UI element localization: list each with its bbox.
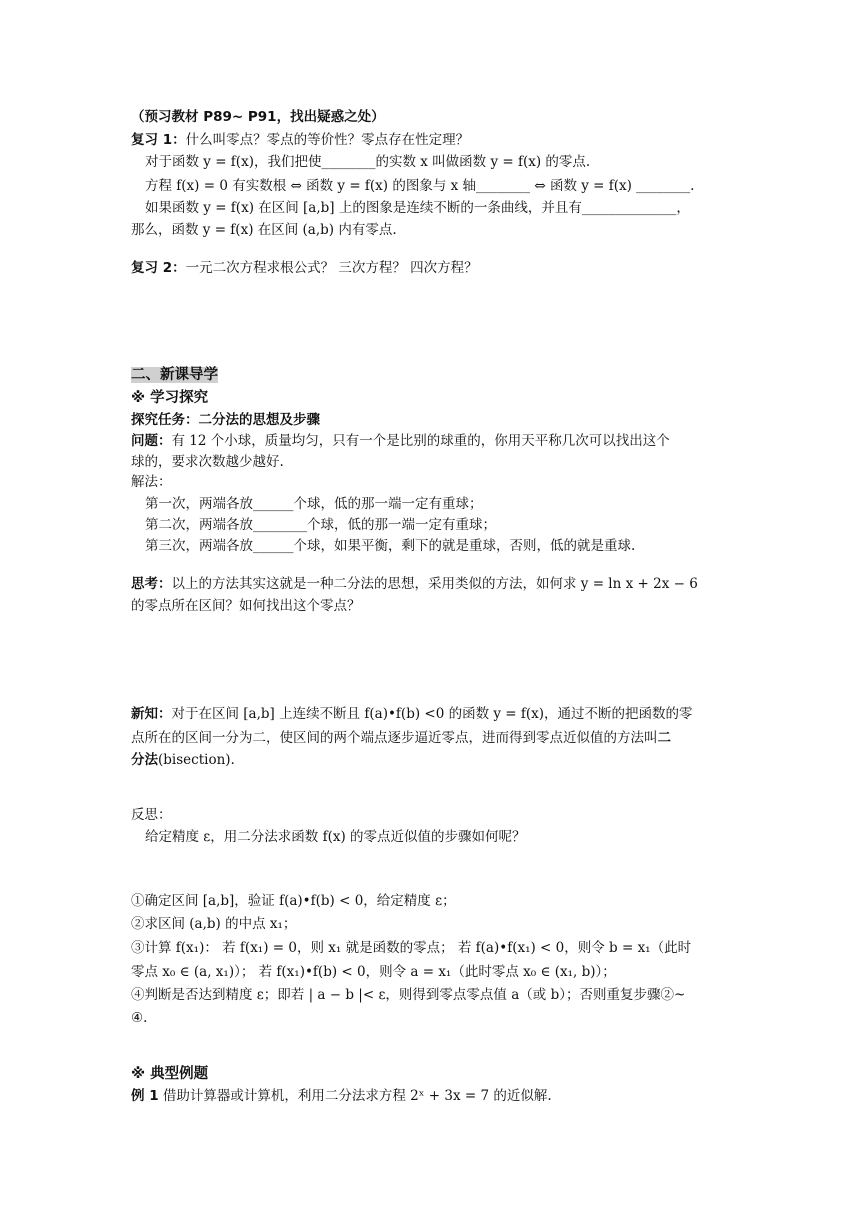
problem-label: 问题： (131, 433, 172, 449)
solution-step-3: 第三次，两端各放______个球，如果平衡，剩下的就是重球，否则，低的就是重球. (145, 538, 636, 554)
problem-line-1: 问题：有 12 个小球，质量均匀，只有一个是比别的球重的，你用天平称几次可以找出这个 (131, 433, 670, 449)
solution-label: 解法： (131, 474, 172, 490)
section-title: 二、新课导学 (131, 367, 218, 383)
existence-theorem-line-2: 那么，函数 y = f(x) 在区间 (a,b) 内有零点. (131, 222, 397, 238)
review-2-question: 复习 2：一元二次方程求根公式？ 三次方程？ 四次方程？ (131, 260, 478, 276)
bisection-step-2: ②求区间 (a,b) 的中点 x₁； (131, 916, 297, 932)
examples-heading: ※ 典型例题 (131, 1066, 209, 1082)
new-knowledge-line-3: 分法(bisection). (131, 752, 235, 768)
example-1-label: 例 1 (131, 1088, 159, 1104)
solution-step-1: 第一次，两端各放______个球，低的那一端一定有重球； (145, 496, 483, 512)
bisection-step-4a: ④判断是否达到精度 ε；即若 | a − b |< ε，则得到零点零点值 a（或 b）；否则重复步骤②~ (131, 987, 686, 1003)
new-knowledge-label: 新知： (131, 706, 172, 722)
existence-theorem-line-1: 如果函数 y = f(x) 在区间 [a,b] 上的图象是连续不断的一条曲线，并且有______________， (145, 200, 690, 216)
zero-definition-line: 对于函数 y = f(x)，我们把使________的实数 x 叫做函数 y = f(x) 的零点. (145, 154, 591, 170)
new-knowledge-line-2: 点所在的区间一分为二，使区间的两个端点逐步逼近零点，进而得到零点近似值的方法叫二 (131, 730, 671, 746)
task-heading: 探究任务：二分法的思想及步骤 (131, 412, 320, 428)
reflection-label: 反思： (131, 807, 172, 823)
zero-equivalence-line: 方程 f(x) = 0 有实数根 ⇔ 函数 y = f(x) 的图象与 x 轴________ ⇔ 函数 y = f(x) ________. (145, 178, 695, 194)
preview-instruction: （预习教材 P89~ P91，找出疑惑之处） (131, 109, 385, 125)
review-1-question: 复习 1：什么叫零点？零点的等价性？零点存在性定理？ (131, 132, 470, 148)
reflection-question: 给定精度 ε，用二分法求函数 f(x) 的零点近似值的步骤如何呢？ (145, 829, 526, 845)
study-heading: ※ 学习探究 (131, 390, 209, 406)
new-knowledge-line-1: 新知：对于在区间 [a,b] 上连续不断且 f(a)•f(b) <0 的函数 y = f(x)，通过不断的把函数的零 (131, 706, 693, 722)
problem-line-2: 球的，要求次数越少越好. (131, 454, 284, 470)
bisection-step-4b: ④. (131, 1010, 148, 1026)
bisection-step-1: ①确定区间 [a,b]，验证 f(a)•f(b) < 0，给定精度 ε； (131, 893, 456, 909)
bisection-step-3a: ③计算 f(x₁)： 若 f(x₁) = 0，则 x₁ 就是函数的零点； 若 f(a)•f(x₁) < 0，则令 b = x₁（此时 (131, 940, 692, 956)
review-1-label: 复习 1： (131, 132, 186, 148)
solution-step-2: 第二次，两端各放________个球，低的那一端一定有重球； (145, 517, 496, 533)
bisection-step-3b: 零点 x₀ ∈ (a, x₁)）； 若 f(x₁)•f(b) < 0，则令 a = x₁（此时零点 x₀ ∈ (x₁, b)）； (131, 964, 616, 980)
review-2-label: 复习 2： (131, 260, 186, 276)
example-1: 例 1 借助计算器或计算机，利用二分法求方程 2ˣ + 3x = 7 的近似解. (131, 1088, 552, 1104)
think-line-1: 思考：以上的方法其实这就是一种二分法的思想，采用类似的方法，如何求 y = ln x + 2x − 6 (131, 576, 698, 592)
think-line-2: 的零点所在区间？如何找出这个零点？ (131, 598, 361, 614)
think-label: 思考： (131, 576, 172, 592)
